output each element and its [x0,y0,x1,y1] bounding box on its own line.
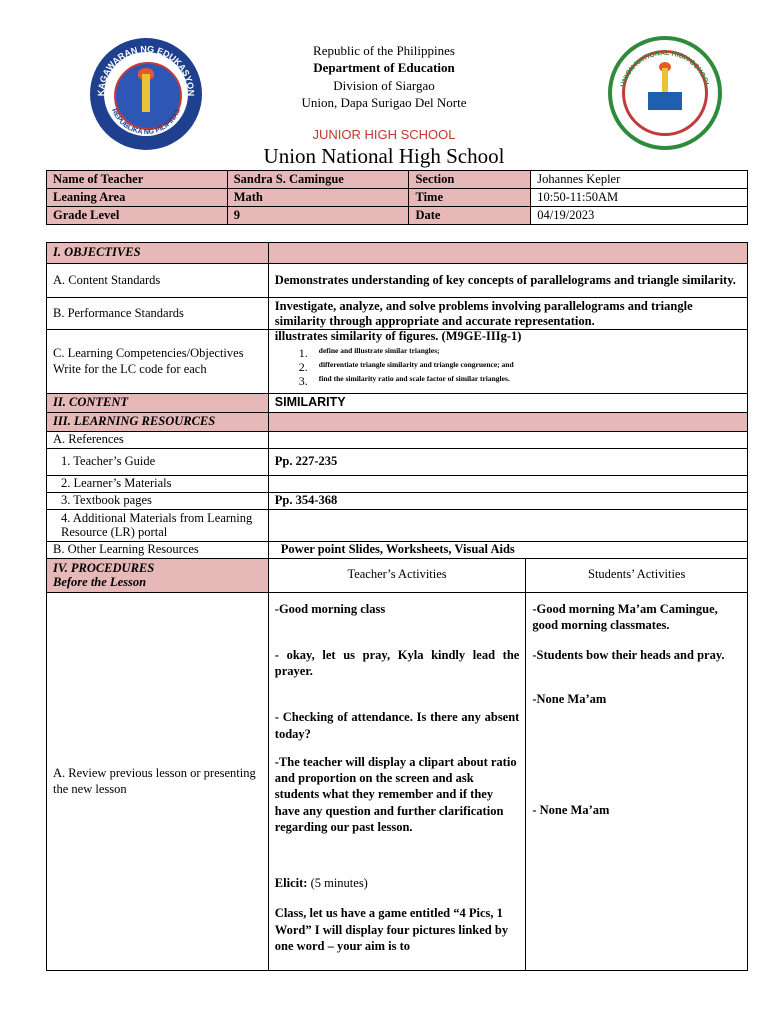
section-label: Section [409,171,531,189]
table-row [47,541,748,558]
table-row [47,558,748,592]
student-activities-cell [526,592,748,970]
address-heading: Union, Dapa Surigao Del Norte [301,95,467,110]
content-value: SIMILARITY [268,394,747,413]
student-activity: -Students bow their heads and pray. [532,648,725,663]
references-label: A. References [47,432,269,449]
content-heading: II. CONTENT [47,394,269,413]
date-value: 04/19/2023 [531,207,748,225]
area-label: Leaning Area [47,189,228,207]
elicit-time: (5 minutes) [310,876,368,891]
teacher-activity: - Checking of attendance. Is there any absent today? [274,710,520,741]
teacher-label: Name of Teacher [47,171,228,189]
procedures-heading [47,558,269,592]
time-value: 10:50-11:50AM [531,189,748,207]
level-heading: JUNIOR HIGH SCHOOL [312,127,456,142]
teachers-guide-label: 1. Teacher’s Guide [47,449,269,476]
division-heading: Division of Siargao [333,78,435,93]
performance-standards-value: Investigate, analyze, and solve problems involving parallelograms and triangle similarity through appropriate and accurate representation. [268,298,747,330]
table-row [47,243,748,264]
textbook-pages-label: 3. Textbook pages [47,492,269,509]
table-row [47,207,748,225]
table-row [47,492,748,509]
student-activity: -Good morning Ma’am Camingue, good morning classmates. [532,601,718,632]
school-seal-text: UNION NATIONAL HIGH SCHOOL [619,49,711,89]
deped-seal-top-text: KAGAWARAN NG EDUKASYON [95,43,197,97]
resources-heading: III. LEARNING RESOURCES [47,413,269,432]
table-row [47,394,748,413]
competency-list [275,344,741,387]
elicit-heading [275,875,520,891]
table-row [47,476,748,493]
deped-seal-bottom-text: REPUBLIKA NG PILIPINAS [109,107,182,137]
school-name-heading: Union National High School [263,144,505,168]
student-activities-header: Students’ Activities [526,558,748,592]
table-row [47,264,748,298]
elicit-label: Elicit: [274,876,308,891]
table-row [47,171,748,189]
teacher-activities-cell [268,592,526,970]
competencies-cell [268,330,747,394]
textbook-pages-value: Pp. 354-368 [268,492,747,509]
content-standards-label: A. Content Standards [47,264,269,298]
competency-intro: illustrates similarity of figures. (M9GE-IIIg-1) [274,329,522,343]
teachers-guide-value: Pp. 227-235 [268,449,747,476]
learners-materials-value [268,476,747,493]
elicit-text: Class, let us have a game entitled “4 Pics, 1 Word” I will display four pictures linked by one word – your aim is to [274,906,509,953]
procedures-title: IV. PROCEDURES [53,560,155,575]
teacher-value: Sandra S. Camingue [227,171,409,189]
other-resources-value: Power point Slides, Worksheets, Visual Aids [268,541,747,558]
objectives-heading-fill [268,243,747,264]
grade-label: Grade Level [47,207,228,225]
table-row [47,509,748,541]
student-activity: -None Ma’am [532,692,607,707]
references-value [268,432,747,449]
table-row [47,432,748,449]
content-standards-value: Demonstrates understanding of key concepts of parallelograms and triangle similarity. [268,264,747,298]
table-row [47,449,748,476]
review-lesson-label: A. Review previous lesson or presenting the new lesson [47,592,269,970]
table-row [47,592,748,970]
resources-heading-fill [268,413,747,432]
date-label: Date [409,207,531,225]
performance-standards-label: B. Performance Standards [47,298,269,330]
list-item: 2. differentiate triangle similarity and triangle congruence; and [298,360,514,374]
other-resources-label: B. Other Learning Resources [47,541,269,558]
lesson-plan-table [46,242,748,971]
teacher-activity: -The teacher will display a clipart about ratio and proportion on the screen and ask students what they remember and if they have any question and further clarification regarding our past lesson. [274,754,517,834]
teacher-activities-header: Teacher’s Activities [268,558,526,592]
objectives-heading: I. OBJECTIVES [47,243,269,264]
additional-materials-label: 4. Additional Materials from Learning Resource (LR) portal [47,509,269,541]
learners-materials-label: 2. Learner’s Materials [47,476,269,493]
table-row [47,298,748,330]
list-item: 3. find the similarity ratio and scale factor of similar triangles. [298,374,510,389]
table-row [47,330,748,394]
procedures-subtitle: Before the Lesson [53,575,147,590]
time-label: Time [409,189,531,207]
grade-value: 9 [227,207,409,225]
department-heading: Department of Education [313,60,455,75]
teacher-activity: -Good morning class [274,601,386,616]
student-activity: - None Ma’am [532,802,610,817]
competencies-label: C. Learning Competencies/Objectives Write for the LC code for each [47,330,269,394]
section-value: Johannes Kepler [531,171,748,189]
teacher-info-table [46,170,748,225]
table-row [47,413,748,432]
table-row [47,189,748,207]
teacher-activity: - okay, let us pray, Kyla kindly lead the prayer. [274,647,520,679]
list-item: 1. define and illustrate similar triangles; [298,345,440,360]
additional-materials-value [268,509,747,541]
republic-heading: Republic of the Philippines [313,43,455,58]
area-value: Math [227,189,409,207]
